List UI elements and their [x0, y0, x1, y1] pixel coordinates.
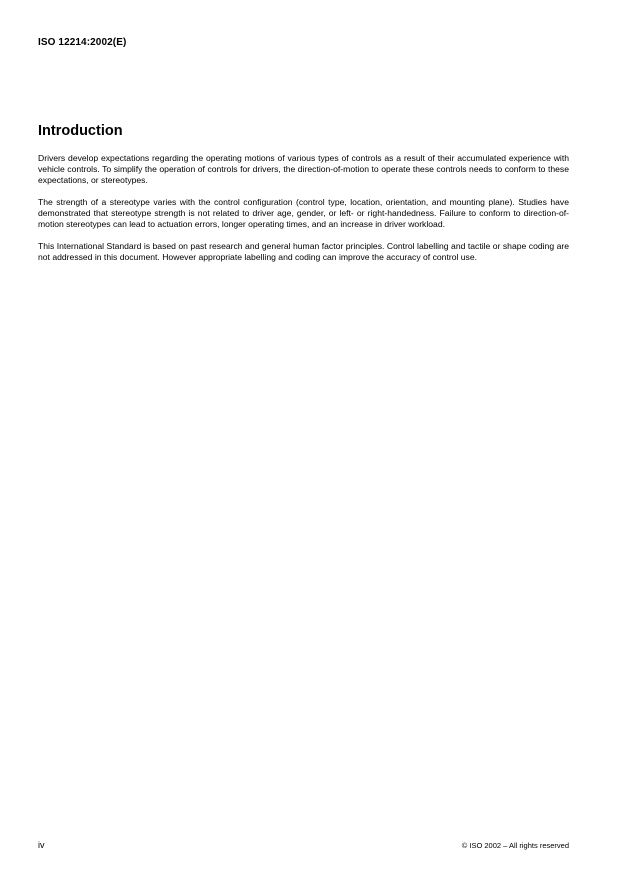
paragraph-2: The strength of a stereotype varies with the control configuration (control type, location, orientation, and mounting plane). Studies have demonstrated that stereotype strength is not related to driver age, gender, or left- or right-handedness. Failure to conform to direction-of-motion stereotypes can lead to actuation errors, longer operating times, and an increase in driver workload.: [38, 197, 569, 229]
paragraph-3: This International Standard is based on past research and general human factor principles. Control labelling and tactile or shape coding are not addressed in this document. However appropriate labelling and coding can improve the accuracy of control use.: [38, 241, 569, 262]
copyright-notice: © ISO 2002 – All rights reserved: [461, 841, 569, 850]
document-id-header: ISO 12214:2002(E): [38, 37, 127, 48]
section-title: Introduction: [38, 123, 123, 139]
paragraph-1: Drivers develop expectations regarding the operating motions of various types of controls as a result of their accumulated experience with vehicle controls. To simplify the operation of controls for drivers, the direction-of-motion to operate these controls needs to conform to these expectations, or stereotypes.: [38, 153, 569, 185]
page-number: iv: [38, 840, 45, 850]
introduction-body: [38, 153, 569, 274]
